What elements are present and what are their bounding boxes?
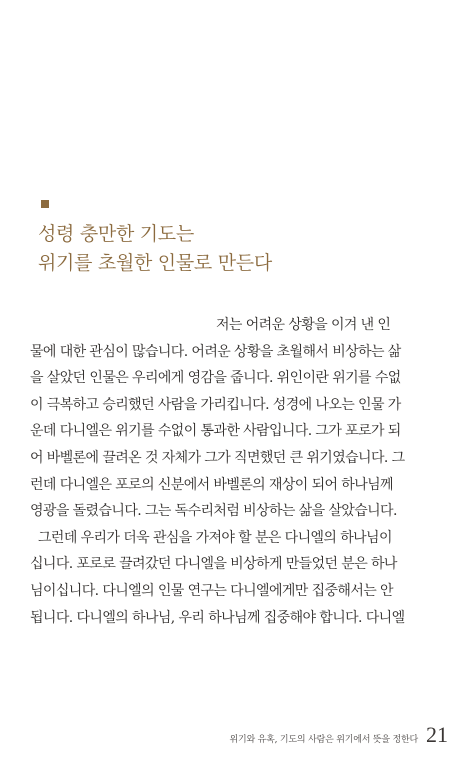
body-line: 런데 다니엘은 포로의 신분에서 바벨론의 재상이 되어 하나님께 <box>30 476 393 493</box>
section-heading <box>38 220 272 278</box>
body-line: 됩니다. 다니엘의 하나님, 우리 하나님께 집중해야 합니다. 다니엘 <box>30 609 405 626</box>
body-line: 십니다. 포로로 끌려갔던 다니엘을 비상하게 만들었던 분은 하나 <box>30 556 397 573</box>
body-line: 을 살았던 인물은 우리에게 영감을 줍니다. 위인이란 위기를 수없 <box>30 370 401 387</box>
body-line: 그런데 우리가 더욱 관심을 가져야 할 분은 다니엘의 하나님이 <box>38 529 392 546</box>
body-line: 님이십니다. 다니엘의 인물 연구는 다니엘에게만 집중해서는 안 <box>30 582 393 599</box>
page-footer <box>0 722 448 748</box>
body-line: 영광을 돌렸습니다. 그는 독수리처럼 비상하는 삶을 살았습니다. <box>30 503 397 520</box>
body-line: 저는 어려운 상황을 이겨 낸 인 <box>216 317 391 333</box>
running-title: 위기와 유혹, 기도의 사람은 위기에서 뜻을 정한다 <box>229 735 418 745</box>
body-line: 이 극복하고 승리했던 사람을 가리킵니다. 성경에 나오는 인물 가 <box>30 396 401 413</box>
page-number: 21 <box>426 722 448 747</box>
heading-line-1: 성령 충만한 기도는 <box>38 223 194 245</box>
body-line: 물에 대한 관심이 많습니다. 어려운 상황을 초월해서 비상하는 삶 <box>30 343 401 360</box>
body-line: 어 바벨론에 끌려온 것 자체가 그가 직면했던 큰 위기였습니다. 그 <box>30 449 405 466</box>
heading-line-2: 위기를 초월한 인물로 만든다 <box>38 252 272 274</box>
section-marker <box>41 200 49 208</box>
body-text <box>30 312 438 631</box>
body-line: 운데 다니엘은 위기를 수없이 통과한 사람입니다. 그가 포로가 되 <box>30 423 401 440</box>
